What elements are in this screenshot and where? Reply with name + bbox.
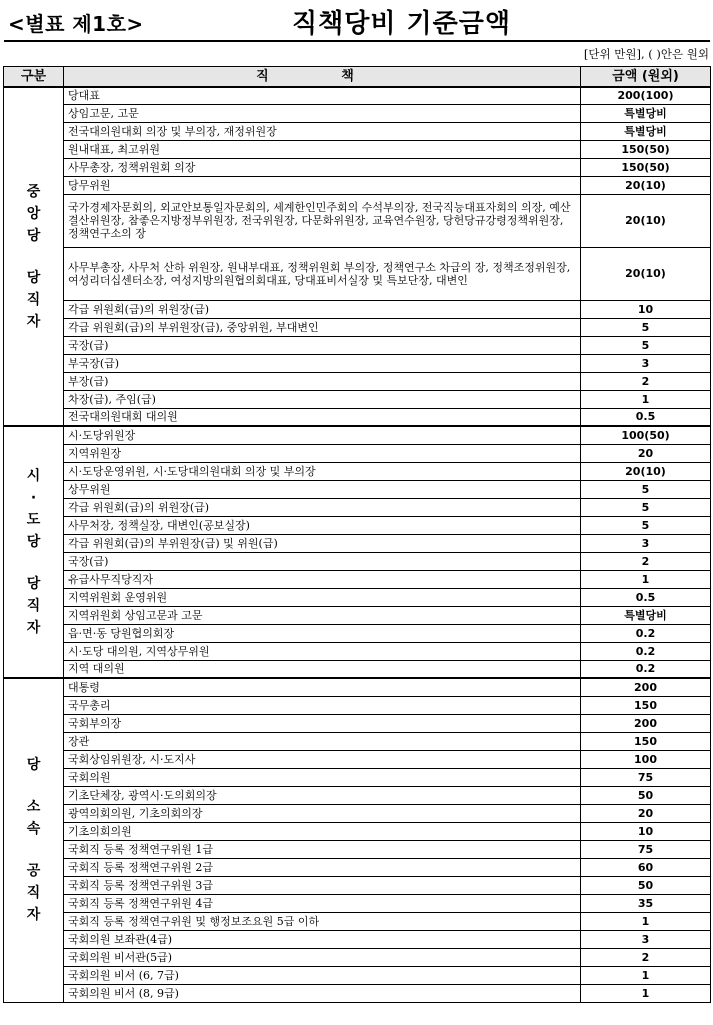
table-row [4,696,711,714]
amount-cell: 특별당비 [581,122,711,140]
position-cell: 각급 위원회(급)의 위원장(급) [64,498,581,516]
position-cell: 시·도당운영위원, 시·도당대의원대회 의장 및 부의장 [64,462,581,480]
amount-cell: 5 [581,516,711,534]
amount-cell: 0.5 [581,408,711,426]
title-divider [4,40,710,42]
position-cell: 국장(급) [64,336,581,354]
category-cell [4,678,64,1002]
table-row [4,768,711,786]
amount-cell: 3 [581,930,711,948]
amount-cell: 특별당비 [581,606,711,624]
table-row [4,140,711,158]
position-cell: 국장(급) [64,552,581,570]
amount-cell: 20 [581,804,711,822]
amount-cell: 10 [581,822,711,840]
position-cell: 국회직 등록 정책연구위원 3급 [64,876,581,894]
position-cell: 사무총장, 정책위원회 의장 [64,158,581,176]
position-cell: 국가경제자문회의, 외교안보통일자문회의, 세계한인민주회의 수석부의장, 전국직능대표자회의 의장, 예산결산위원장, 참좋은지방정부위원장, 전국위원장, 다문화위원장, 교육연수원장, 당헌당규강령정책위원장, 정책연구소의 장 [64,194,581,247]
position-cell: 국회직 등록 정책연구위원 1급 [64,840,581,858]
amount-cell: 5 [581,336,711,354]
position-cell: 국회의원 비서관(5급) [64,948,581,966]
position-cell: 유급사무직당직자 [64,570,581,588]
position-cell: 지역위원장 [64,444,581,462]
amount-cell: 5 [581,498,711,516]
table-row [4,840,711,858]
amount-cell: 100(50) [581,426,711,444]
amount-cell: 1 [581,966,711,984]
annex-label: <별표 제1호> [8,12,144,36]
column-header-position: 직 책 [64,67,581,88]
position-cell: 읍·면·동 당원협의회장 [64,624,581,642]
amount-cell: 3 [581,354,711,372]
document-header [0,0,713,44]
table-row [4,588,711,606]
table-row [4,984,711,1002]
table-row [4,750,711,768]
amount-cell: 5 [581,318,711,336]
position-cell: 부국장(급) [64,354,581,372]
position-cell: 지역 대의원 [64,660,581,678]
table-row [4,714,711,732]
column-header-amount: 금액 (원외) [581,67,711,88]
position-cell: 국회상임위원장, 시·도지사 [64,750,581,768]
table-row [4,354,711,372]
position-cell: 지역위원회 운영위원 [64,588,581,606]
table-row [4,247,711,300]
amount-cell: 75 [581,840,711,858]
amount-cell: 2 [581,948,711,966]
position-cell: 기초의회의원 [64,822,581,840]
position-cell: 국회의원 보좌관(4급) [64,930,581,948]
amount-cell: 75 [581,768,711,786]
position-cell: 국회직 등록 정책연구위원 2급 [64,858,581,876]
position-cell: 부장(급) [64,372,581,390]
table-row [4,444,711,462]
table-row [4,732,711,750]
table-row [4,426,711,444]
position-cell: 전국대의원대회 대의원 [64,408,581,426]
table-row [4,176,711,194]
amount-cell: 150(50) [581,140,711,158]
amount-cell: 5 [581,480,711,498]
amount-cell: 50 [581,786,711,804]
amount-cell: 특별당비 [581,104,711,122]
amount-cell: 3 [581,534,711,552]
table-row [4,480,711,498]
position-cell: 국회의원 [64,768,581,786]
unit-note: [단위 만원], ( )안은 원외 [583,47,709,61]
position-cell: 지역위원회 상임고문과 고문 [64,606,581,624]
amount-cell: 150 [581,732,711,750]
table-row [4,104,711,122]
position-cell: 사무부총장, 사무처 산하 위원장, 원내부대표, 정책위원회 부의장, 정책연구소 차급의 장, 정책조정위원장, 여성리더십센터소장, 여성지방의원협의회대표, 당대표비서실장 및 특보단장, 대변인 [64,247,581,300]
category-label: 중 앙 당 당 직 자 [26,183,41,330]
table-row [4,822,711,840]
position-cell: 광역의회의원, 기초의회의장 [64,804,581,822]
table-row [4,408,711,426]
position-cell: 차장(급), 주임(급) [64,390,581,408]
amount-cell: 0.2 [581,660,711,678]
table-row [4,678,711,696]
table-row [4,498,711,516]
position-cell: 원내대표, 최고위원 [64,140,581,158]
table-row [4,642,711,660]
amount-cell: 0.2 [581,642,711,660]
category-cell [4,426,64,678]
category-label: 시 · 도 당 당 직 자 [26,468,41,636]
table-row [4,300,711,318]
table-row [4,966,711,984]
position-cell: 국회부의장 [64,714,581,732]
amount-cell: 20(10) [581,462,711,480]
amount-cell: 2 [581,372,711,390]
amount-cell: 200 [581,714,711,732]
table-row [4,336,711,354]
table-row [4,570,711,588]
amount-cell: 60 [581,858,711,876]
position-cell: 시·도당위원장 [64,426,581,444]
amount-cell: 20(10) [581,247,711,300]
amount-cell: 50 [581,876,711,894]
position-cell: 상무위원 [64,480,581,498]
amount-cell: 1 [581,390,711,408]
table-row [4,948,711,966]
amount-cell: 10 [581,300,711,318]
table-row [4,624,711,642]
amount-cell: 200(100) [581,87,711,104]
amount-cell: 150(50) [581,158,711,176]
table-row [4,318,711,336]
position-cell: 당대표 [64,87,581,104]
position-cell: 대통령 [64,678,581,696]
table-row [4,804,711,822]
position-cell: 국무총리 [64,696,581,714]
amount-cell: 35 [581,894,711,912]
amount-cell: 0.5 [581,588,711,606]
document-title: 직책당비 기준금액 [292,9,511,39]
amount-cell: 150 [581,696,711,714]
table-row [4,876,711,894]
position-cell: 사무처장, 정책실장, 대변인(공보실장) [64,516,581,534]
amount-cell: 1 [581,984,711,1002]
amount-cell: 1 [581,570,711,588]
amount-cell: 20(10) [581,176,711,194]
position-cell: 전국대의원대회 의장 및 부의장, 재정위원장 [64,122,581,140]
table-row [4,516,711,534]
position-cell: 시·도당 대의원, 지역상무위원 [64,642,581,660]
table-row [4,912,711,930]
table-row [4,606,711,624]
table-row [4,462,711,480]
amount-cell: 0.2 [581,624,711,642]
amount-cell: 20 [581,444,711,462]
amount-table [3,66,711,1003]
amount-cell: 200 [581,678,711,696]
table-row [4,87,711,104]
position-cell: 국회의원 비서 (8, 9급) [64,984,581,1002]
category-label: 당 소 속 공 직 자 [26,757,41,924]
table-row [4,894,711,912]
table-row [4,858,711,876]
table-row [4,194,711,247]
position-cell: 각급 위원회(급)의 부위원장(급) 및 위원(급) [64,534,581,552]
position-cell: 국회직 등록 정책연구위원 4급 [64,894,581,912]
position-cell: 기초단체장, 광역시·도의회의장 [64,786,581,804]
table-row [4,372,711,390]
position-cell: 당무위원 [64,176,581,194]
table-row [4,786,711,804]
position-cell: 각급 위원회(급)의 위원장(급) [64,300,581,318]
position-cell: 장관 [64,732,581,750]
table-row [4,158,711,176]
category-cell [4,87,64,426]
table-row [4,122,711,140]
table-row [4,552,711,570]
table-row [4,534,711,552]
amount-cell: 100 [581,750,711,768]
amount-cell: 2 [581,552,711,570]
position-cell: 각급 위원회(급)의 부위원장(급), 중앙위원, 부대변인 [64,318,581,336]
position-cell: 상임고문, 고문 [64,104,581,122]
position-cell: 국회직 등록 정책연구위원 및 행정보조요원 5급 이하 [64,912,581,930]
table-row [4,660,711,678]
amount-cell: 1 [581,912,711,930]
position-cell: 국회의원 비서 (6, 7급) [64,966,581,984]
table-row [4,390,711,408]
table-row [4,930,711,948]
table-header-row [4,67,711,88]
amount-cell: 20(10) [581,194,711,247]
column-header-category: 구분 [4,67,64,88]
table-body [4,87,711,1002]
